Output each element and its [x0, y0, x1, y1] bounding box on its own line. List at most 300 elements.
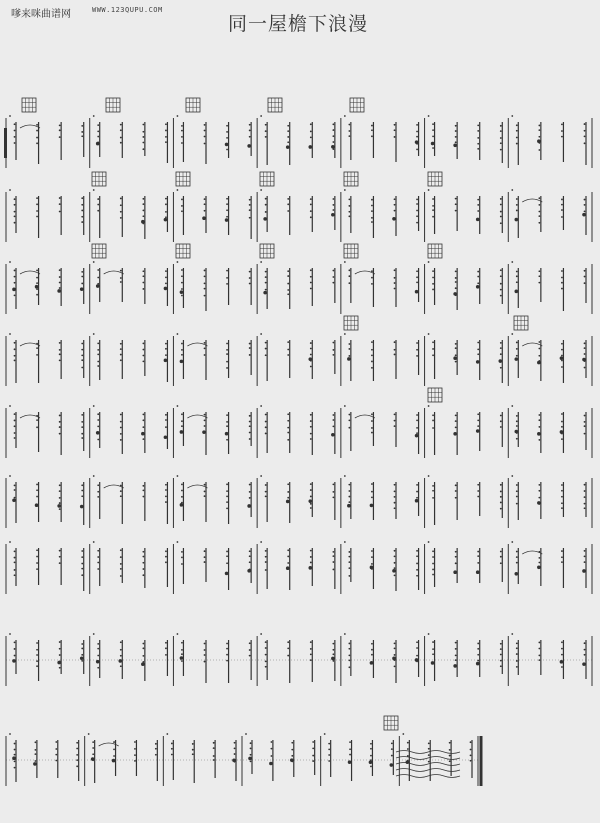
- note-dot: [538, 439, 540, 441]
- note-dot: [36, 277, 38, 279]
- note-dot: [516, 415, 518, 417]
- note-dot: [310, 562, 312, 564]
- note-dot: [561, 136, 563, 138]
- note-dot: [36, 210, 38, 212]
- note-dot: [59, 203, 61, 205]
- note-dot: [310, 414, 312, 416]
- note-dot: [97, 655, 99, 657]
- note-dot: [416, 270, 418, 272]
- note-head: [392, 657, 396, 661]
- note-dot: [97, 491, 99, 493]
- note-head: [57, 289, 61, 293]
- note-dot: [181, 660, 183, 662]
- note-dot: [584, 270, 586, 272]
- note-dot: [171, 754, 173, 756]
- note-dot: [142, 556, 144, 558]
- note-dot: [287, 125, 289, 127]
- note-dot: [155, 748, 157, 750]
- note-dot: [328, 748, 330, 750]
- note-dot: [477, 490, 479, 492]
- note-head: [453, 664, 457, 668]
- note-dot: [371, 413, 373, 415]
- note-dot: [561, 199, 563, 201]
- note-dot: [81, 660, 83, 662]
- note-dot: [120, 281, 122, 283]
- note-dot: [500, 496, 502, 498]
- note-dot: [165, 343, 167, 345]
- measure-marker: [245, 733, 247, 735]
- note-dot: [500, 562, 502, 564]
- note-dot: [226, 343, 228, 345]
- note-dot: [287, 354, 289, 356]
- note-dot: [14, 485, 16, 487]
- note-dot: [181, 484, 183, 486]
- note-dot: [455, 277, 457, 279]
- note-dot: [455, 648, 457, 650]
- note-head: [476, 360, 480, 364]
- note-dot: [394, 341, 396, 343]
- note-dot: [142, 198, 144, 200]
- tie-arc: [522, 199, 542, 202]
- note-dot: [59, 353, 61, 355]
- note-dot: [59, 556, 61, 558]
- page-title: 同一屋檐下浪漫: [228, 13, 369, 35]
- note-dot: [432, 653, 434, 655]
- note-dot: [265, 666, 267, 668]
- note-dot: [477, 210, 479, 212]
- note-head: [80, 505, 84, 509]
- note-dot: [584, 282, 586, 284]
- note-dot: [500, 216, 502, 218]
- note-dot: [538, 562, 540, 564]
- note-head: [91, 757, 95, 761]
- note-dot: [36, 124, 38, 126]
- note-dot: [204, 495, 206, 497]
- note-dot: [449, 742, 451, 744]
- note-dot: [36, 660, 38, 662]
- tremolo-wave: [396, 775, 460, 778]
- note-dot: [394, 210, 396, 212]
- note-dot: [310, 288, 312, 290]
- note-dot: [14, 569, 16, 571]
- note-dot: [165, 270, 167, 272]
- note-dot: [81, 276, 83, 278]
- note-dot: [181, 420, 183, 422]
- note-dot: [310, 210, 312, 212]
- note-dot: [310, 653, 312, 655]
- note-dot: [310, 131, 312, 133]
- note-head: [331, 213, 335, 217]
- note-dot: [516, 275, 518, 277]
- note-head: [269, 762, 273, 766]
- note-dot: [81, 210, 83, 212]
- note-dot: [249, 421, 251, 423]
- note-dot: [561, 426, 563, 428]
- note-dot: [584, 347, 586, 349]
- note-dot: [538, 215, 540, 217]
- measure-marker: [177, 405, 179, 407]
- note-head: [331, 433, 335, 437]
- measure-marker: [344, 115, 346, 117]
- note-dot: [394, 574, 396, 576]
- note-dot: [394, 129, 396, 131]
- note-dot: [36, 649, 38, 651]
- note-dot: [416, 491, 418, 493]
- note-dot: [561, 343, 563, 345]
- note-dot: [249, 124, 251, 126]
- note-dot: [14, 562, 16, 564]
- note-dot: [14, 282, 16, 284]
- note-head: [112, 759, 116, 763]
- note-dot: [81, 556, 83, 558]
- note-dot: [500, 353, 502, 355]
- note-dot: [455, 271, 457, 273]
- note-head: [453, 143, 457, 147]
- note-head: [141, 432, 145, 436]
- note-dot: [181, 557, 183, 559]
- note-dot: [165, 419, 167, 421]
- note-dot: [181, 653, 183, 655]
- note-dot: [226, 149, 228, 151]
- note-dot: [181, 288, 183, 290]
- note-dot: [14, 348, 16, 350]
- note-dot: [14, 215, 16, 217]
- note-dot: [477, 143, 479, 145]
- note-dot: [249, 642, 251, 644]
- note-dot: [561, 648, 563, 650]
- note-head: [453, 432, 457, 436]
- note-dot: [432, 354, 434, 356]
- note-dot: [455, 198, 457, 200]
- note-dot: [291, 749, 293, 751]
- note-dot: [81, 283, 83, 285]
- note-dot: [234, 747, 236, 749]
- note-dot: [561, 496, 563, 498]
- note-dot: [204, 654, 206, 656]
- note-dot: [332, 198, 334, 200]
- note-dot: [371, 221, 373, 223]
- note-dot: [81, 216, 83, 218]
- note-dot: [500, 198, 502, 200]
- note-dot: [36, 496, 38, 498]
- note-head: [514, 357, 518, 361]
- note-dot: [500, 283, 502, 285]
- note-dot: [59, 502, 61, 504]
- note-dot: [310, 556, 312, 558]
- note-dot: [249, 204, 251, 206]
- note-dot: [265, 211, 267, 213]
- note-head: [392, 569, 396, 573]
- note-dot: [213, 747, 215, 749]
- note-dot: [500, 125, 502, 127]
- note-dot: [538, 642, 540, 644]
- note-dot: [371, 341, 373, 343]
- note-dot: [310, 503, 312, 505]
- measure-marker: [428, 115, 430, 117]
- note-dot: [226, 660, 228, 662]
- note-dot: [312, 741, 314, 743]
- note-dot: [416, 420, 418, 422]
- note-dot: [165, 198, 167, 200]
- note-dot: [477, 342, 479, 344]
- note-dot: [226, 562, 228, 564]
- note-dot: [142, 343, 144, 345]
- measure-marker: [428, 333, 430, 335]
- note-dot: [477, 660, 479, 662]
- note-dot: [34, 753, 36, 755]
- note-dot: [348, 275, 350, 277]
- note-dot: [59, 359, 61, 361]
- note-dot: [81, 550, 83, 552]
- note-dot: [455, 420, 457, 422]
- note-dot: [432, 147, 434, 149]
- note-dot: [142, 124, 144, 126]
- note-dot: [14, 270, 16, 272]
- note-dot: [287, 647, 289, 649]
- note-dot: [432, 574, 434, 576]
- note-head: [57, 504, 61, 508]
- note-dot: [394, 550, 396, 552]
- note-dot: [349, 741, 351, 743]
- note-dot: [249, 655, 251, 657]
- note-dot: [134, 754, 136, 756]
- note-head: [141, 662, 145, 666]
- note-dot: [36, 142, 38, 144]
- note-dot: [310, 483, 312, 485]
- note-dot: [516, 130, 518, 132]
- note-dot: [120, 665, 122, 667]
- measure-marker: [9, 541, 11, 543]
- note-dot: [165, 642, 167, 644]
- note-dot: [181, 490, 183, 492]
- note-dot: [14, 437, 16, 439]
- measure-marker: [511, 115, 513, 117]
- note-dot: [538, 348, 540, 350]
- note-dot: [59, 421, 61, 423]
- note-dot: [97, 643, 99, 645]
- note-dot: [142, 574, 144, 576]
- measure-marker: [9, 733, 11, 735]
- note-dot: [394, 562, 396, 564]
- note-dot: [310, 348, 312, 350]
- note-dot: [14, 642, 16, 644]
- note-dot: [332, 649, 334, 651]
- note-dot: [81, 574, 83, 576]
- note-head: [537, 432, 541, 436]
- note-dot: [14, 551, 16, 553]
- note-dot: [249, 555, 251, 557]
- note-head: [476, 662, 480, 666]
- note-head: [202, 216, 206, 220]
- measure-marker: [9, 115, 11, 117]
- note-head: [232, 759, 236, 763]
- note-head: [347, 357, 351, 361]
- note-dot: [213, 755, 215, 757]
- note-dot: [394, 507, 396, 509]
- note-dot: [561, 216, 563, 218]
- note-dot: [287, 130, 289, 132]
- note-dot: [394, 269, 396, 271]
- note-dot: [312, 755, 314, 757]
- note-dot: [477, 130, 479, 132]
- note-head: [164, 287, 168, 291]
- note-dot: [97, 413, 99, 415]
- note-dot: [165, 501, 167, 503]
- note-dot: [92, 741, 94, 743]
- note-dot: [477, 654, 479, 656]
- note-dot: [76, 754, 78, 756]
- note-dot: [250, 760, 252, 762]
- note-dot: [449, 755, 451, 757]
- note-dot: [36, 419, 38, 421]
- note-head: [514, 430, 518, 434]
- note-dot: [155, 743, 157, 745]
- note-dot: [14, 355, 16, 357]
- note-dot: [584, 415, 586, 417]
- note-head: [80, 656, 84, 660]
- note-dot: [416, 427, 418, 429]
- note-head: [370, 661, 374, 665]
- note-dot: [348, 414, 350, 416]
- note-dot: [470, 741, 472, 743]
- note-dot: [97, 204, 99, 206]
- measure-marker: [428, 189, 430, 191]
- note-head: [180, 430, 184, 434]
- note-dot: [416, 281, 418, 283]
- note-head: [582, 569, 586, 573]
- measure-marker: [260, 475, 262, 477]
- note-dot: [226, 439, 228, 441]
- note-dot: [287, 341, 289, 343]
- note-dot: [500, 347, 502, 349]
- note-head: [225, 572, 229, 576]
- note-dot: [538, 222, 540, 224]
- note-dot: [120, 575, 122, 577]
- site-name: 嗲来咪曲谱网: [11, 9, 71, 20]
- note-dot: [371, 354, 373, 356]
- note-dot: [249, 497, 251, 499]
- note-dot: [348, 130, 350, 132]
- note-dot: [204, 354, 206, 356]
- note-dot: [204, 342, 206, 344]
- note-dot: [371, 210, 373, 212]
- note-head: [164, 359, 168, 363]
- note-dot: [59, 282, 61, 284]
- note-dot: [204, 203, 206, 205]
- note-dot: [584, 204, 586, 206]
- note-dot: [59, 508, 61, 510]
- note-dot: [36, 568, 38, 570]
- note-dot: [371, 420, 373, 422]
- note-dot: [226, 501, 228, 503]
- measure-marker: [260, 633, 262, 635]
- note-dot: [142, 643, 144, 645]
- note-dot: [97, 648, 99, 650]
- note-dot: [97, 210, 99, 212]
- note-dot: [120, 204, 122, 206]
- note-dot: [449, 760, 451, 762]
- note-dot: [561, 666, 563, 668]
- note-dot: [81, 271, 83, 273]
- note-dot: [310, 550, 312, 552]
- note-dot: [204, 143, 206, 145]
- note-dot: [287, 141, 289, 143]
- note-head: [415, 290, 419, 294]
- note-dot: [165, 136, 167, 138]
- note-dot: [500, 295, 502, 297]
- note-dot: [249, 491, 251, 493]
- note-dot: [432, 348, 434, 350]
- note-dot: [416, 349, 418, 351]
- tremolo-wave: [396, 763, 460, 766]
- note-dot: [181, 496, 183, 498]
- note-dot: [287, 283, 289, 285]
- note-dot: [81, 131, 83, 133]
- note-dot: [287, 289, 289, 291]
- note-dot: [270, 741, 272, 743]
- note-dot: [55, 760, 57, 762]
- note-dot: [36, 665, 38, 667]
- note-dot: [310, 269, 312, 271]
- note-dot: [516, 666, 518, 668]
- note-head: [248, 757, 252, 761]
- note-dot: [455, 347, 457, 349]
- note-dot: [14, 489, 16, 491]
- note-dot: [584, 550, 586, 552]
- note-dot: [310, 123, 312, 125]
- note-dot: [59, 287, 61, 289]
- note-dot: [142, 419, 144, 421]
- note-dot: [59, 276, 61, 278]
- note-dot: [181, 125, 183, 127]
- note-dot: [142, 131, 144, 133]
- measure-marker: [428, 541, 430, 543]
- note-dot: [181, 142, 183, 144]
- note-dot: [76, 748, 78, 750]
- tremolo-wave: [396, 751, 460, 754]
- note-dot: [584, 425, 586, 427]
- note-head: [225, 432, 229, 436]
- measure-marker: [9, 633, 11, 635]
- note-dot: [226, 203, 228, 205]
- note-dot: [36, 549, 38, 551]
- note-dot: [249, 130, 251, 132]
- note-dot: [348, 575, 350, 577]
- note-dot: [332, 643, 334, 645]
- note-dot: [348, 135, 350, 137]
- note-dot: [394, 204, 396, 206]
- note-dot: [561, 654, 563, 656]
- note-dot: [416, 647, 418, 649]
- note-dot: [538, 655, 540, 657]
- note-dot: [455, 556, 457, 558]
- note-dot: [561, 366, 563, 368]
- note-head: [12, 498, 16, 502]
- note-dot: [455, 484, 457, 486]
- note-dot: [14, 222, 16, 224]
- note-dot: [428, 761, 430, 763]
- note-dot: [181, 343, 183, 345]
- note-dot: [204, 649, 206, 651]
- note-dot: [181, 563, 183, 565]
- note-dot: [265, 556, 267, 558]
- note-dot: [287, 293, 289, 295]
- note-dot: [348, 654, 350, 656]
- note-head: [96, 431, 100, 435]
- note-dot: [59, 484, 61, 486]
- note-dot: [226, 125, 228, 127]
- note-dot: [134, 760, 136, 762]
